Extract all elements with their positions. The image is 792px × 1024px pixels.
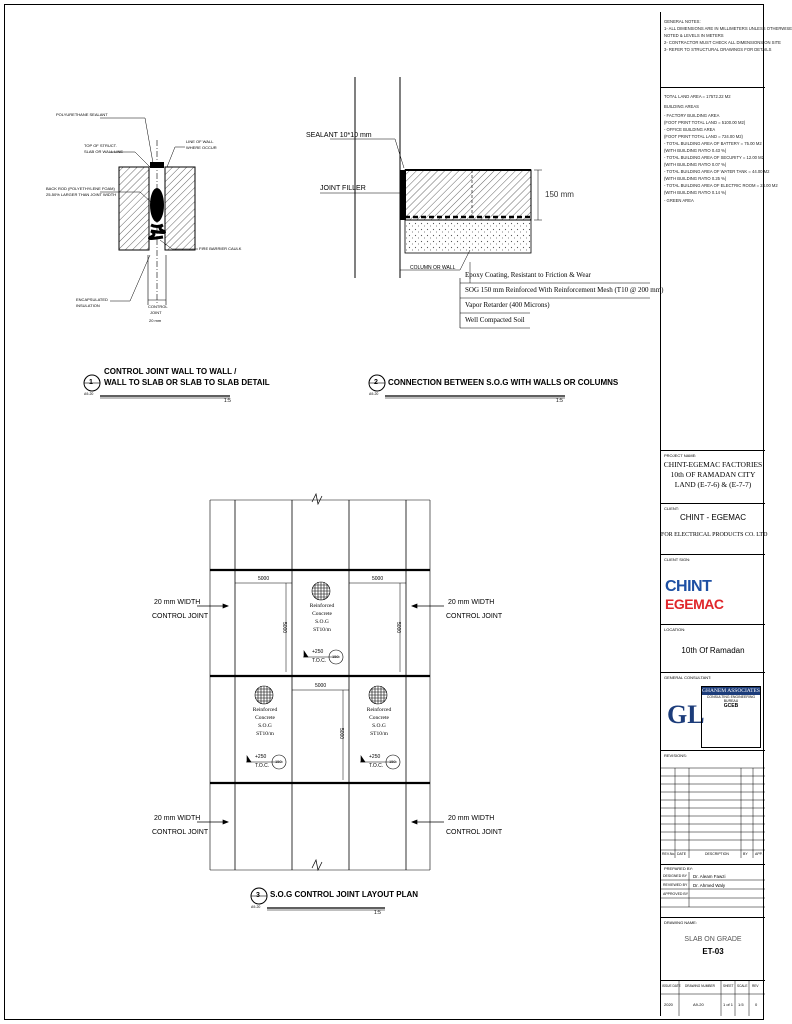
label-encap: ENCAPSULATED xyxy=(76,297,108,302)
label-column-or-wall: COLUMN OR WALL xyxy=(410,265,456,271)
toc-1: T.O.C. xyxy=(312,658,327,664)
client-name: CHINT - EGEMAC xyxy=(679,513,747,522)
project-label: PROJECT NAME: xyxy=(664,453,697,458)
label-backrod: BACK ROD (POLYETHYLENE FOAM) xyxy=(46,186,115,191)
consultant-logo-mark: GL xyxy=(667,700,705,729)
dim-5000-a: 5000 xyxy=(258,576,270,582)
project-name: CHINT-EGEMAC FACTORIES 10th OF RAMADAN CITY LAND (E-7-6) & (E-7-7) xyxy=(663,460,763,489)
layer-1: Epoxy Coating, Resistant to Friction & Wear xyxy=(465,271,591,279)
toc-3: T.O.C. xyxy=(369,763,384,769)
rev-col-date: DATE xyxy=(677,852,687,856)
cj-label-tr-2: CONTROL JOINT xyxy=(446,613,503,620)
revision-table xyxy=(661,760,765,860)
detail-3-ref: A9-20 xyxy=(251,905,261,909)
cj-label-br-2: CONTROL JOINT xyxy=(446,829,503,836)
detail-1-title-2: WALL TO SLAB OR SLAB TO SLAB DETAIL xyxy=(104,378,270,387)
detail-3-title: S.O.G CONTROL JOINT LAYOUT PLAN xyxy=(270,890,419,899)
client-logo: CHINT EGEMAC xyxy=(665,578,724,612)
col-issue-date: ISSUE DATE xyxy=(662,984,681,988)
label-150mm: 150 mm xyxy=(545,190,574,199)
rev-col-by: BY xyxy=(743,852,748,856)
layer-3: Vapor Retarder (400 Microns) xyxy=(465,301,550,309)
revisions-label: REVISIONS: xyxy=(664,753,687,758)
val-scale: 1:5 xyxy=(738,1002,744,1007)
drawing-name-label: DRAWING NAME: xyxy=(664,920,697,925)
detail-3-scale: 1:5 xyxy=(374,910,381,916)
rev-col-app: APP. xyxy=(755,852,763,856)
label-joint-filler: JOINT FILLER xyxy=(320,185,366,192)
detail-1-scale: 1:5 xyxy=(224,398,231,404)
val-sheet: 1 of 1 xyxy=(723,1002,734,1007)
area-notes: TOTAL LAND AREA = 17572.22 M2 BUILDING AREAS - FACTORY BUILDING AREA (FOOT PRINT TOTAL LAND = 5100.00 M2) - OFFICE BUILDING AREA (FOOT PRINT TOTAL LAND = 724.00 M2) - TOTAL BUILDING AREA OF BATTERY = 75.00 M2 (WITH BUILDING RATIO 0.43 %) - TOTAL BUILDING AREA OF SECURITY = 12.00 M2 (WITH BUILDING RATIO 0.07 %) - TOTAL BUILDING AREA OF WATER TANK = 44.00 M2 (WITH BUILDING RATIO 0.25 %) - TOTAL BUILDING AREA OF ELECTRIC ROOM = 24.00 M2 (WITH BUILDING RATIO 0.14 %) - GREEN AREA xyxy=(664,94,778,203)
label-line-of-wall2: WHERE OCCUR xyxy=(186,145,217,150)
label-top: TOP OF STRUCT. xyxy=(84,143,117,148)
consultant-label: GENERAL CONSULTANT: xyxy=(664,675,712,680)
designer: Dr. Aleam Fawzi xyxy=(693,874,726,879)
label-sealant: POLYURETHANE SEALANT xyxy=(56,112,108,117)
col-drawing-number: DRAWING NUMBER xyxy=(685,984,715,988)
layer-2: SOG 150 mm Reinforced With Reinforcement Mesh (T10 @ 200 mm) xyxy=(465,286,664,294)
cj-label-tl-1: 20 mm WIDTH xyxy=(154,599,201,606)
label-line-of-wall: LINE OF WALL xyxy=(186,139,214,144)
sog-label-1: Reinforced Concrete S.O.G ST10/m xyxy=(309,603,335,633)
client-name-2: FOR ELECTRICAL PRODUCTS CO. LTD xyxy=(661,532,768,538)
label-joint: JOINT xyxy=(150,310,162,315)
detail-2-ref: A9-20 xyxy=(369,392,379,396)
cj-label-bl-1: 20 mm WIDTH xyxy=(154,815,201,822)
approved-label: APPROVED BY xyxy=(663,892,689,896)
designed-label: DESIGNED BY xyxy=(663,874,687,878)
rev-col-no: REV.No. xyxy=(662,852,676,856)
dim-5000-c: 5000 xyxy=(315,683,327,689)
label-encap2: INSULATION xyxy=(76,303,100,308)
dim-5000-v2: 5000 xyxy=(395,621,402,634)
location-label: LOCATION: xyxy=(664,627,686,632)
detail-3-number: 3 xyxy=(256,892,260,899)
level-1: +250 xyxy=(312,649,324,655)
cj-label-br-1: 20 mm WIDTH xyxy=(448,815,495,822)
detail-2-number: 2 xyxy=(374,379,378,386)
dim-5000-v1: 5000 xyxy=(281,621,288,634)
drawing-code: ET-03 xyxy=(702,947,724,956)
dim-5000-v3: 5000 xyxy=(338,727,345,740)
cj-label-tr-1: 20 mm WIDTH xyxy=(448,599,495,606)
label-sealant-10: SEALANT 10*10 mm xyxy=(306,132,372,139)
drawing-name: SLAB ON GRADE xyxy=(684,936,742,943)
level-3: +250 xyxy=(369,754,381,760)
tag-2: 150 xyxy=(275,759,282,764)
detail-1-number: 1 xyxy=(89,379,93,386)
label-width: 20 mm xyxy=(149,318,162,323)
consultant-card: GHANEM ASSOCIATES CONSULTING ENGINEERING BUREAU GCEB xyxy=(701,686,761,748)
cj-label-bl-2: CONTROL JOINT xyxy=(152,829,209,836)
col-scale: SCALE xyxy=(737,984,748,988)
general-notes: GENERAL NOTES: 1- ALL DIMENSIONS ARE IN MILLIMETERS UNLESS OTHERWISE NOTED & LEVELS IN METERS 2- CONTRACTOR MUST CHECK ALL DIMENSIONS ON SITE 3- REFER TO STRUCTURAL DRAWINGS FOR DETAILS xyxy=(664,19,792,52)
sog-label-2: Reinforced Concrete S.O.G ST10/m xyxy=(252,707,278,737)
prepared-label: PREPARED BY: xyxy=(664,866,694,871)
label-top2: SLAB OR WALL LINE xyxy=(84,149,124,154)
col-sheet: SHEET xyxy=(723,984,734,988)
val-rev: 0 xyxy=(755,1002,758,1007)
title-block xyxy=(660,12,792,1016)
detail-1-title-1: CONTROL JOINT WALL TO WALL / xyxy=(104,367,237,376)
detail-1-ref: A9-20 xyxy=(84,392,94,396)
reviewed-label: REVIEWED BY xyxy=(663,883,688,887)
rev-col-desc: DESCRIPTION xyxy=(705,852,729,856)
col-rev: REV xyxy=(752,984,759,988)
client-sign-label: CLIENT SIGN: xyxy=(664,557,691,562)
sog-label-3: Reinforced Concrete S.O.G ST10/m xyxy=(366,707,392,737)
tag-1: 150 xyxy=(332,654,339,659)
toc-2: T.O.C. xyxy=(255,763,270,769)
label-fire: FIRE BARRIER CAULK xyxy=(199,246,242,251)
label-control: CONTROL xyxy=(148,304,168,309)
level-2: +250 xyxy=(255,754,267,760)
label-backrod2: 25-50% LARGER THAN JOINT WIDTH xyxy=(46,192,117,197)
cj-label-tl-2: CONTROL JOINT xyxy=(152,613,209,620)
reviewer: Dr. Ahmed Waly xyxy=(693,883,726,888)
tag-3: 150 xyxy=(389,759,396,764)
detail-2-scale: 1:5 xyxy=(556,398,563,404)
val-drawing-number: A9-20 xyxy=(693,1002,704,1007)
layer-4: Well Compacted Soil xyxy=(465,316,525,324)
client-label: CLIENT: xyxy=(664,506,679,511)
dim-5000-b: 5000 xyxy=(372,576,384,582)
location: 10th Of Ramadan xyxy=(681,646,745,655)
detail-2-title: CONNECTION BETWEEN S.O.G WITH WALLS OR COLUMNS xyxy=(388,378,619,387)
val-issue-date: 2020 xyxy=(664,1002,673,1007)
